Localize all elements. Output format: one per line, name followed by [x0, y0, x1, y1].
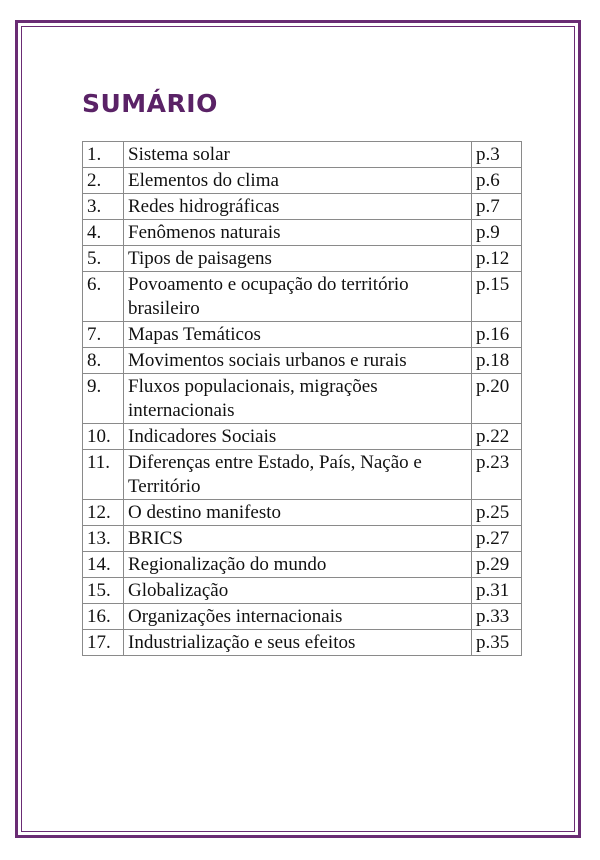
entry-number: 6.	[83, 272, 124, 322]
table-row	[83, 220, 522, 246]
entry-number: 3.	[83, 194, 124, 220]
table-row	[83, 272, 522, 322]
entry-title: Fenômenos naturais	[124, 220, 472, 246]
entry-title: Globalização	[124, 578, 472, 604]
entry-title: BRICS	[124, 526, 472, 552]
entry-number: 1.	[83, 142, 124, 168]
entry-number: 10.	[83, 424, 124, 450]
table-row	[83, 374, 522, 424]
entry-number: 15.	[83, 578, 124, 604]
entry-page: p.20	[472, 374, 522, 424]
entry-title: Indicadores Sociais	[124, 424, 472, 450]
entry-page: p.18	[472, 348, 522, 374]
table-row	[83, 604, 522, 630]
entry-title: O destino manifesto	[124, 500, 472, 526]
entry-number: 17.	[83, 630, 124, 656]
toc-body	[83, 142, 522, 656]
table-row	[83, 526, 522, 552]
entry-number: 9.	[83, 374, 124, 424]
entry-title: Sistema solar	[124, 142, 472, 168]
table-row	[83, 500, 522, 526]
entry-number: 11.	[83, 450, 124, 500]
entry-title: Regionalização do mundo	[124, 552, 472, 578]
entry-title: Industrialização e seus efeitos	[124, 630, 472, 656]
table-row	[83, 194, 522, 220]
entry-number: 5.	[83, 246, 124, 272]
entry-page: p.6	[472, 168, 522, 194]
entry-number: 7.	[83, 322, 124, 348]
entry-number: 2.	[83, 168, 124, 194]
entry-page: p.3	[472, 142, 522, 168]
entry-page: p.35	[472, 630, 522, 656]
table-row	[83, 450, 522, 500]
table-of-contents	[82, 141, 522, 656]
entry-title: Diferenças entre Estado, País, Nação e Território	[124, 450, 472, 500]
entry-page: p.22	[472, 424, 522, 450]
entry-page: p.23	[472, 450, 522, 500]
entry-title: Tipos de paisagens	[124, 246, 472, 272]
entry-page: p.9	[472, 220, 522, 246]
entry-page: p.12	[472, 246, 522, 272]
entry-number: 12.	[83, 500, 124, 526]
entry-number: 13.	[83, 526, 124, 552]
table-row	[83, 578, 522, 604]
entry-title: Elementos do clima	[124, 168, 472, 194]
entry-number: 8.	[83, 348, 124, 374]
entry-page: p.7	[472, 194, 522, 220]
page-title: SUMÁRIO	[82, 89, 218, 118]
table-row	[83, 322, 522, 348]
table-row	[83, 348, 522, 374]
entry-title: Organizações internacionais	[124, 604, 472, 630]
table-row	[83, 168, 522, 194]
entry-page: p.27	[472, 526, 522, 552]
table-row	[83, 246, 522, 272]
entry-page: p.33	[472, 604, 522, 630]
entry-title: Movimentos sociais urbanos e rurais	[124, 348, 472, 374]
entry-page: p.15	[472, 272, 522, 322]
entry-title: Mapas Temáticos	[124, 322, 472, 348]
table-row	[83, 142, 522, 168]
entry-page: p.25	[472, 500, 522, 526]
entry-title: Fluxos populacionais, migrações internacionais	[124, 374, 472, 424]
entry-page: p.29	[472, 552, 522, 578]
entry-page: p.16	[472, 322, 522, 348]
table-row	[83, 552, 522, 578]
entry-number: 14.	[83, 552, 124, 578]
table-row	[83, 424, 522, 450]
entry-page: p.31	[472, 578, 522, 604]
entry-title: Povoamento e ocupação do território brasileiro	[124, 272, 472, 322]
entry-number: 16.	[83, 604, 124, 630]
entry-number: 4.	[83, 220, 124, 246]
entry-title: Redes hidrográficas	[124, 194, 472, 220]
table-row	[83, 630, 522, 656]
